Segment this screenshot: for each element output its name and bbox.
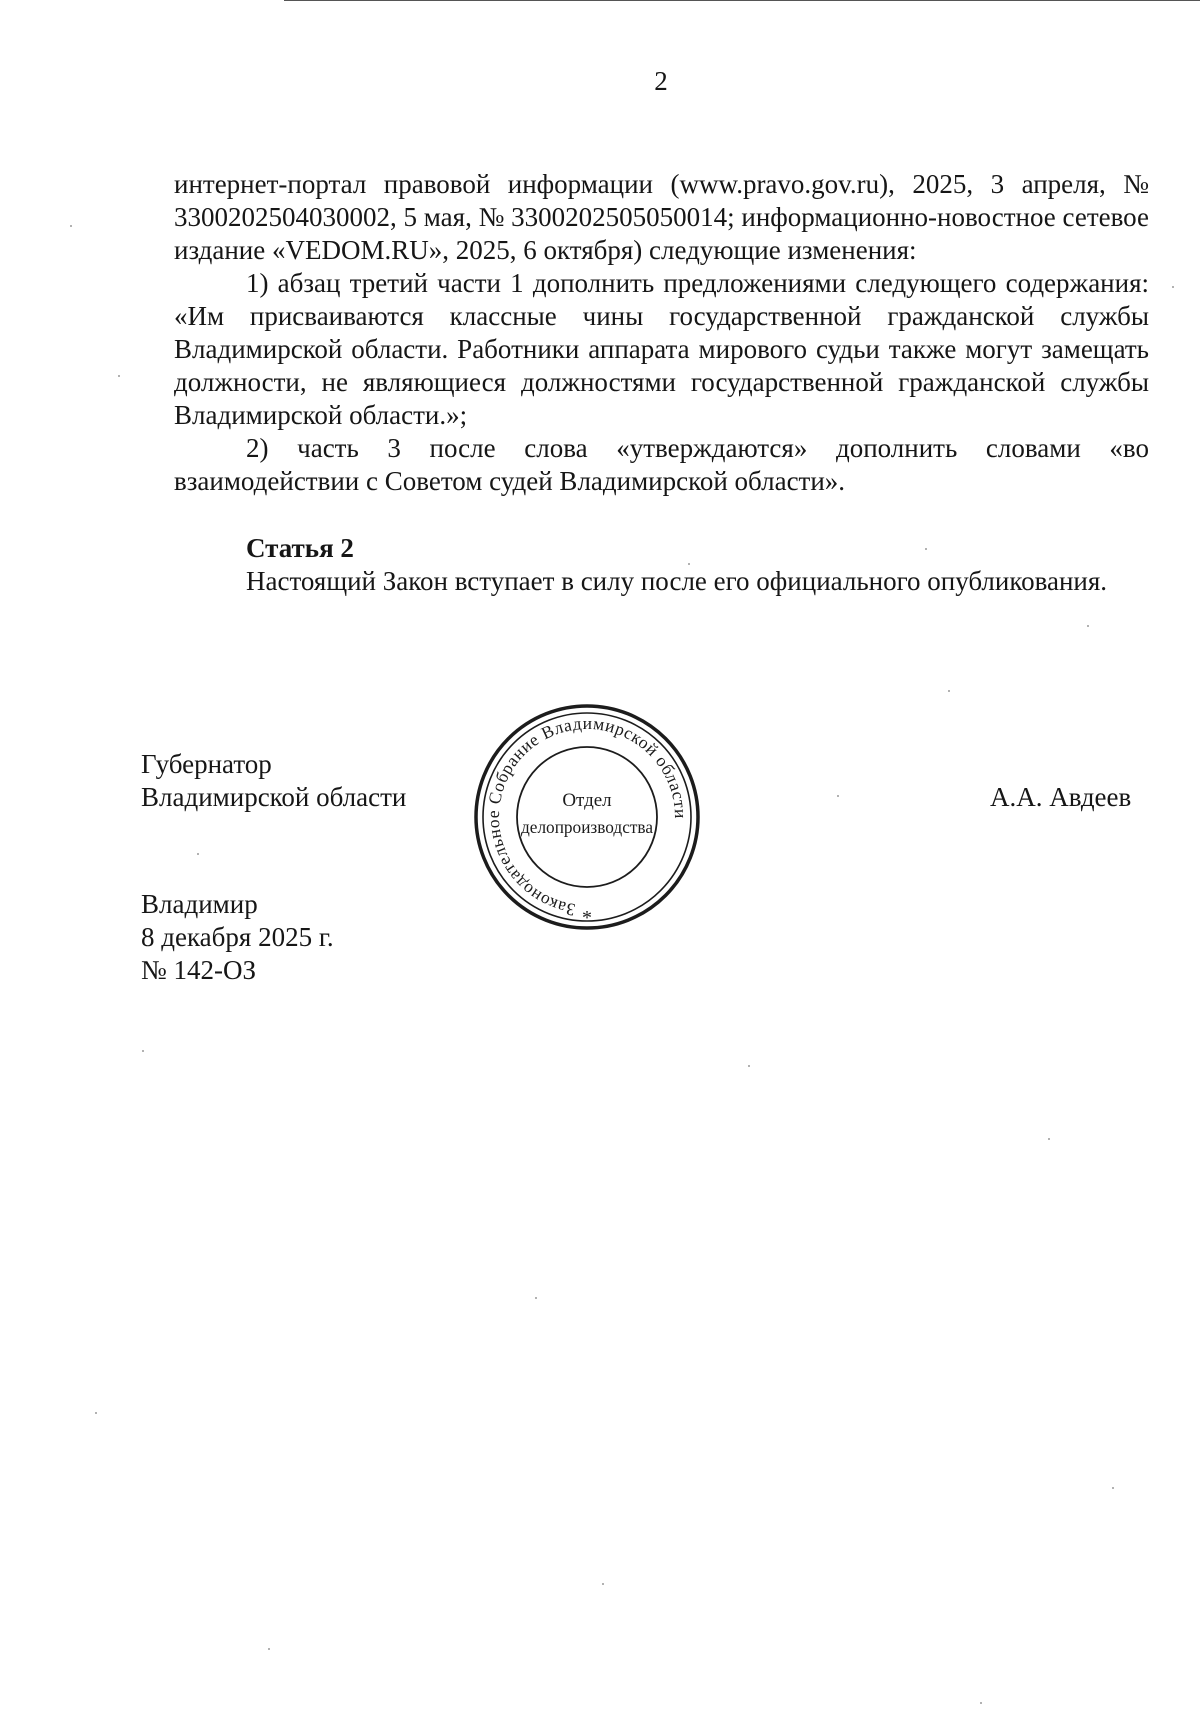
signatory-position-line2: Владимирской области [141, 782, 407, 812]
scan-speck [535, 1297, 537, 1299]
scan-speck [95, 1412, 97, 1414]
top-rule [284, 0, 1200, 1]
amendment-item-2: 2) часть 3 после слова «утверждаются» дополнить словами «во взаимодействии с Советом судей Владимирской области». [174, 433, 1149, 496]
seal-center-line1: Отдел [562, 790, 612, 811]
scan-speck [197, 853, 199, 855]
scan-speck [748, 1065, 750, 1067]
place-and-date [141, 888, 334, 987]
seal-center-line2: делопроизводства [521, 817, 653, 837]
article-text: Настоящий Закон вступает в силу после его официального опубликования. [246, 566, 1108, 596]
city: Владимир [141, 889, 258, 919]
signatory-position [141, 748, 406, 814]
scan-speck [1048, 1138, 1050, 1140]
seal-star: * [582, 907, 592, 929]
official-seal [470, 700, 704, 934]
page-number: 2 [654, 66, 668, 96]
scan-speck [1172, 286, 1174, 288]
amendment-item-1: 1) абзац третий части 1 дополнить предложениями следующего содержания: «Им присваиваются классные чины государственной гражданской службы Владимирской области. Работники аппарата мирового судьи также могут замещать должности, не являющиеся должностями государственной гражданской службы Владимирской области.»; [174, 268, 1149, 430]
scan-speck [602, 1583, 604, 1585]
law-number: № 142-ОЗ [141, 955, 257, 985]
signatory-position-line1: Губернатор [141, 749, 272, 779]
signing-date: 8 декабря 2025 г. [141, 922, 334, 952]
scan-speck [948, 690, 950, 692]
scan-speck [688, 563, 690, 565]
scan-speck [1087, 625, 1089, 627]
scan-speck [980, 1702, 982, 1704]
scan-speck [268, 1648, 270, 1650]
body-text [174, 168, 1149, 498]
article-2 [174, 532, 1149, 598]
scan-speck [925, 548, 927, 550]
scan-speck [142, 1050, 144, 1052]
signatory-name: А.А. Авдеев [990, 782, 1132, 812]
scan-speck [118, 375, 120, 377]
scan-speck [1112, 1487, 1114, 1489]
continuation-paragraph: интернет-портал правовой информации (www.pravo.gov.ru), 2025, 3 апреля, № 3300202504030002, 5 мая, № 3300202505050014; информационно-новостное сетевое издание «VEDOM.RU», 2025, 6 октября) следующие изменения: [174, 169, 1149, 265]
seal-ring-text: Законодательное Собрание Владимирской области [482, 712, 692, 921]
scan-speck [837, 795, 839, 797]
scan-speck [70, 225, 72, 227]
article-heading: Статья 2 [246, 533, 354, 563]
